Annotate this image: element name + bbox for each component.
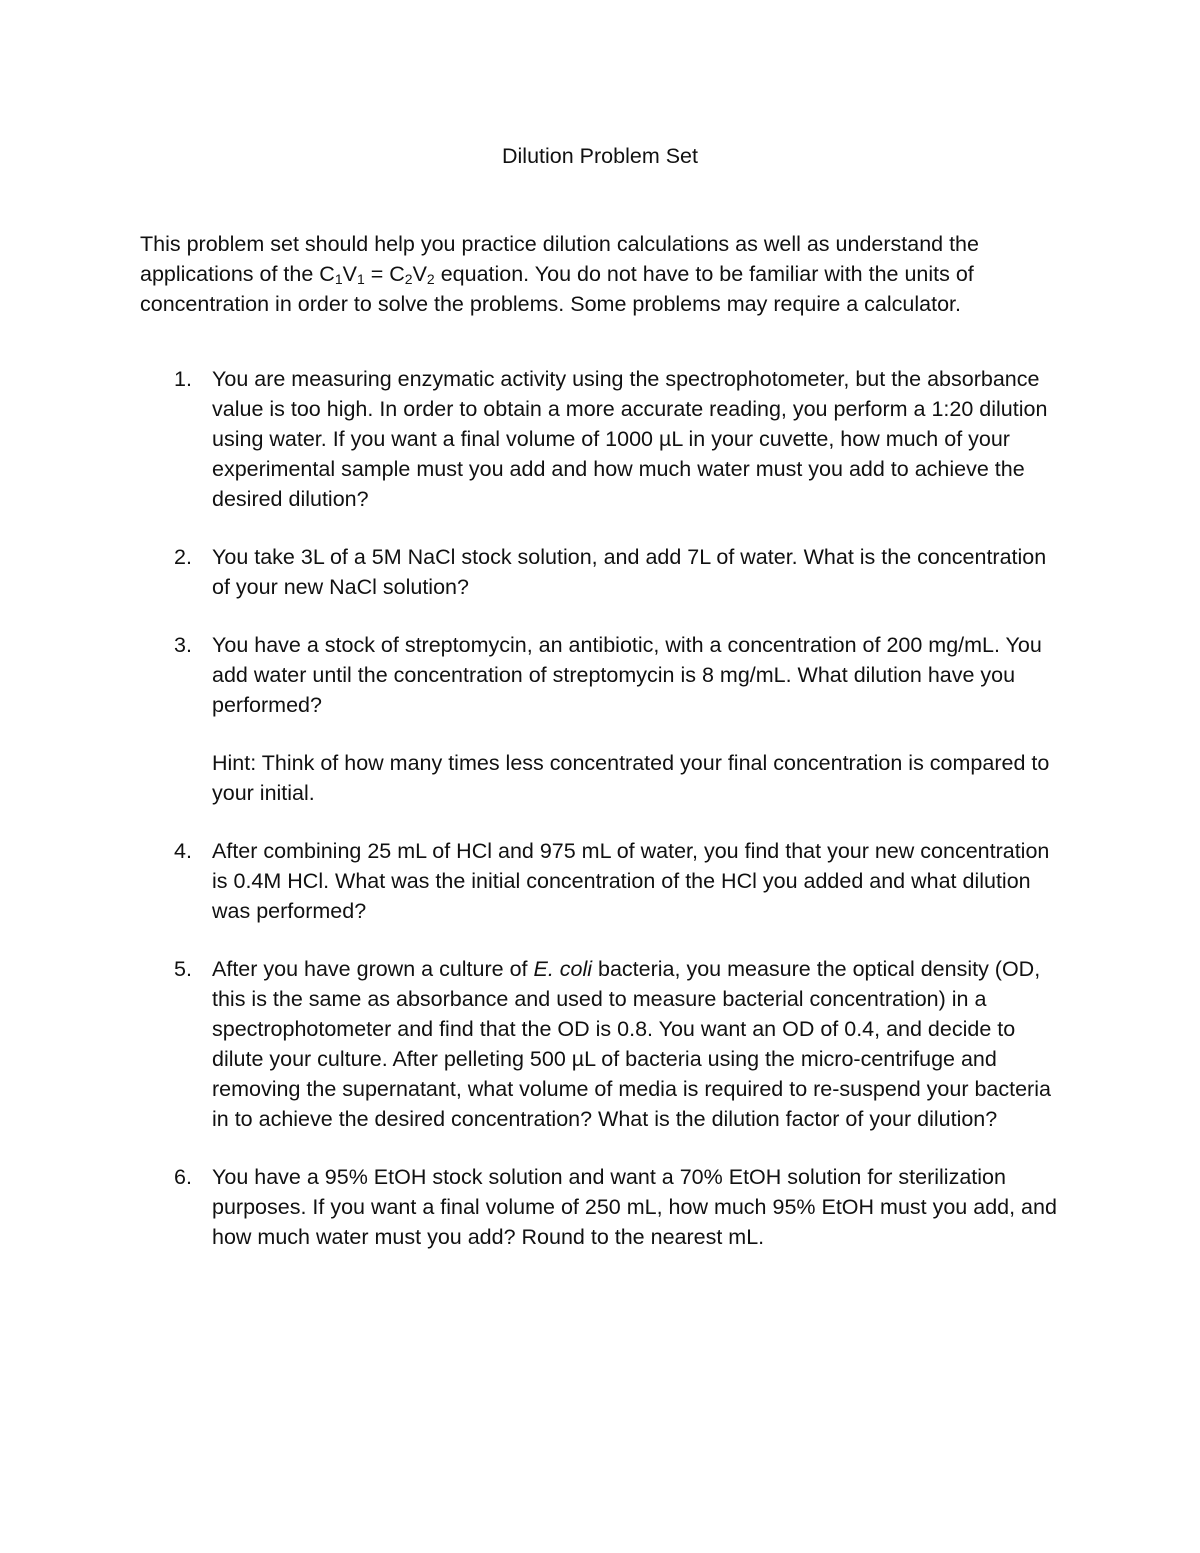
problem-item — [0, 1162, 1200, 1252]
intro-subscript-3: 2 — [404, 271, 413, 287]
problem-item — [0, 836, 1200, 926]
problem-number: 4. — [174, 839, 192, 863]
intro-text-3: = C — [364, 262, 405, 286]
problem-number: 6. — [174, 1165, 192, 1189]
document-title: Dilution Problem Set — [502, 144, 698, 168]
intro-subscript-2: 1 — [356, 271, 365, 287]
organism-name: E. coli — [533, 957, 593, 981]
problem-item — [0, 954, 1200, 1134]
problem-text-part: After you have grown a culture of — [212, 957, 534, 981]
problem-number: 1. — [174, 367, 192, 391]
intro-subscript-4: 2 — [426, 271, 435, 287]
problem-text: You have a stock of streptomycin, an antibiotic, with a concentration of 200 mg/mL. You add water until the concentration of streptomycin is 8 mg/mL. What dilution have you performed? — [212, 633, 1042, 717]
problem-text: You are measuring enzymatic activity using the spectrophotometer, but the absorbance value is too high. In order to obtain a more accurate reading, you perform a 1:20 dilution using water. If you want a final volume of 1000 µL in your cuvette, how much of your experimental sample must you add and how much water must you add to achieve the desired dilution? — [212, 367, 1048, 511]
intro-paragraph — [140, 229, 1060, 319]
problem-number: 5. — [174, 957, 192, 981]
problem-text: You have a 95% EtOH stock solution and want a 70% EtOH solution for sterilization purposes. If you want a final volume of 250 mL, how much 95% EtOH must you add, and how much water must you add? Round to the nearest mL. — [212, 1165, 1057, 1249]
problem-text: After combining 25 mL of HCl and 975 mL of water, you find that your new concentration is 0.4M HCl. What was the initial concentration of the HCl you added and what dilution was performed? — [212, 839, 1050, 923]
problem-text: You take 3L of a 5M NaCl stock solution, and add 7L of water. What is the concentration of your new NaCl solution? — [212, 545, 1047, 599]
problem-item — [0, 364, 1200, 514]
intro-text-1: This problem set should help you practice dilution calculations as well as understand the applications of the C — [140, 232, 979, 286]
problem-hint: Hint: Think of how many times less concentrated your final concentration is compared to your initial. — [212, 751, 1050, 805]
problem-item — [0, 630, 1200, 808]
problem-list — [0, 364, 1200, 1280]
intro-text-5: equation. You do not have to be familiar with the units of concentration in order to solve the problems. Some problems may require a calculator. — [140, 262, 974, 316]
problem-text-part: bacteria, you measure the optical density (OD, this is the same as absorbance and used to measure bacterial concentration) in a spectrophotometer and find that the OD is 0.8. You want an OD of 0.4, and decide to dilute your culture. After pelleting 500 µL of bacteria using the micro-centrifuge and removing the supernatant, what volume of media is required to re-suspend your bacteria in to achieve the desired concentration? What is the dilution factor of your dilution? — [212, 957, 1051, 1131]
intro-text-4: V — [412, 262, 427, 286]
problem-number: 3. — [174, 633, 192, 657]
problem-item — [0, 542, 1200, 602]
problem-text — [212, 954, 1062, 1134]
intro-text-2: V — [342, 262, 357, 286]
intro-subscript-1: 1 — [334, 271, 343, 287]
problem-number: 2. — [174, 545, 192, 569]
